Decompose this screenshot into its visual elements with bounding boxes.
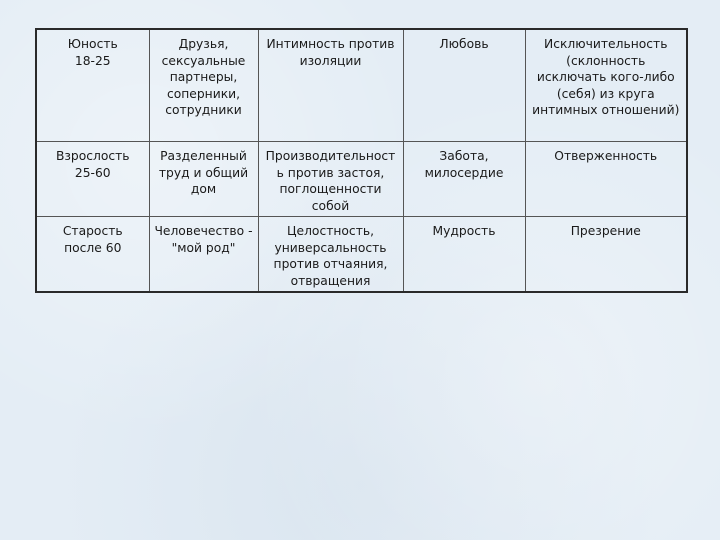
age-range: 25-60 [74, 165, 111, 180]
pathology-cell: Презрение [525, 217, 687, 293]
table-row [36, 217, 687, 293]
crisis-cell: Производительност ь против застоя, поглощенности собой [258, 142, 403, 217]
pathology-cell: Исключительность (склонность исключать кого-либо (себя) из круга интимных отношений) [525, 29, 687, 142]
strength-cell: Мудрость [403, 217, 525, 293]
table-row [36, 142, 687, 217]
age-label: Старость [62, 224, 123, 238]
age-range: 18-25 [74, 53, 111, 68]
crisis-cell: Интимность против изоляции [258, 29, 403, 142]
relations-cell: Разделенный труд и общий дом [149, 142, 258, 217]
age-label: Юность [67, 37, 118, 51]
development-stages-table [35, 28, 688, 293]
pathology-cell: Отверженность [525, 142, 687, 217]
age-label: Взрослость [55, 149, 130, 163]
strength-cell: Любовь [403, 29, 525, 142]
age-cell [36, 142, 149, 217]
table-row [36, 29, 687, 142]
age-cell [36, 29, 149, 142]
strength-cell: Забота, милосердие [403, 142, 525, 217]
crisis-cell: Целостность, универсальность против отчаяния, отвращения [258, 217, 403, 293]
relations-cell: Друзья, сексуальные партнеры, соперники, сотрудники [149, 29, 258, 142]
relations-cell: Человечество - "мой род" [149, 217, 258, 293]
age-range: после 60 [64, 240, 122, 255]
age-cell [36, 217, 149, 293]
